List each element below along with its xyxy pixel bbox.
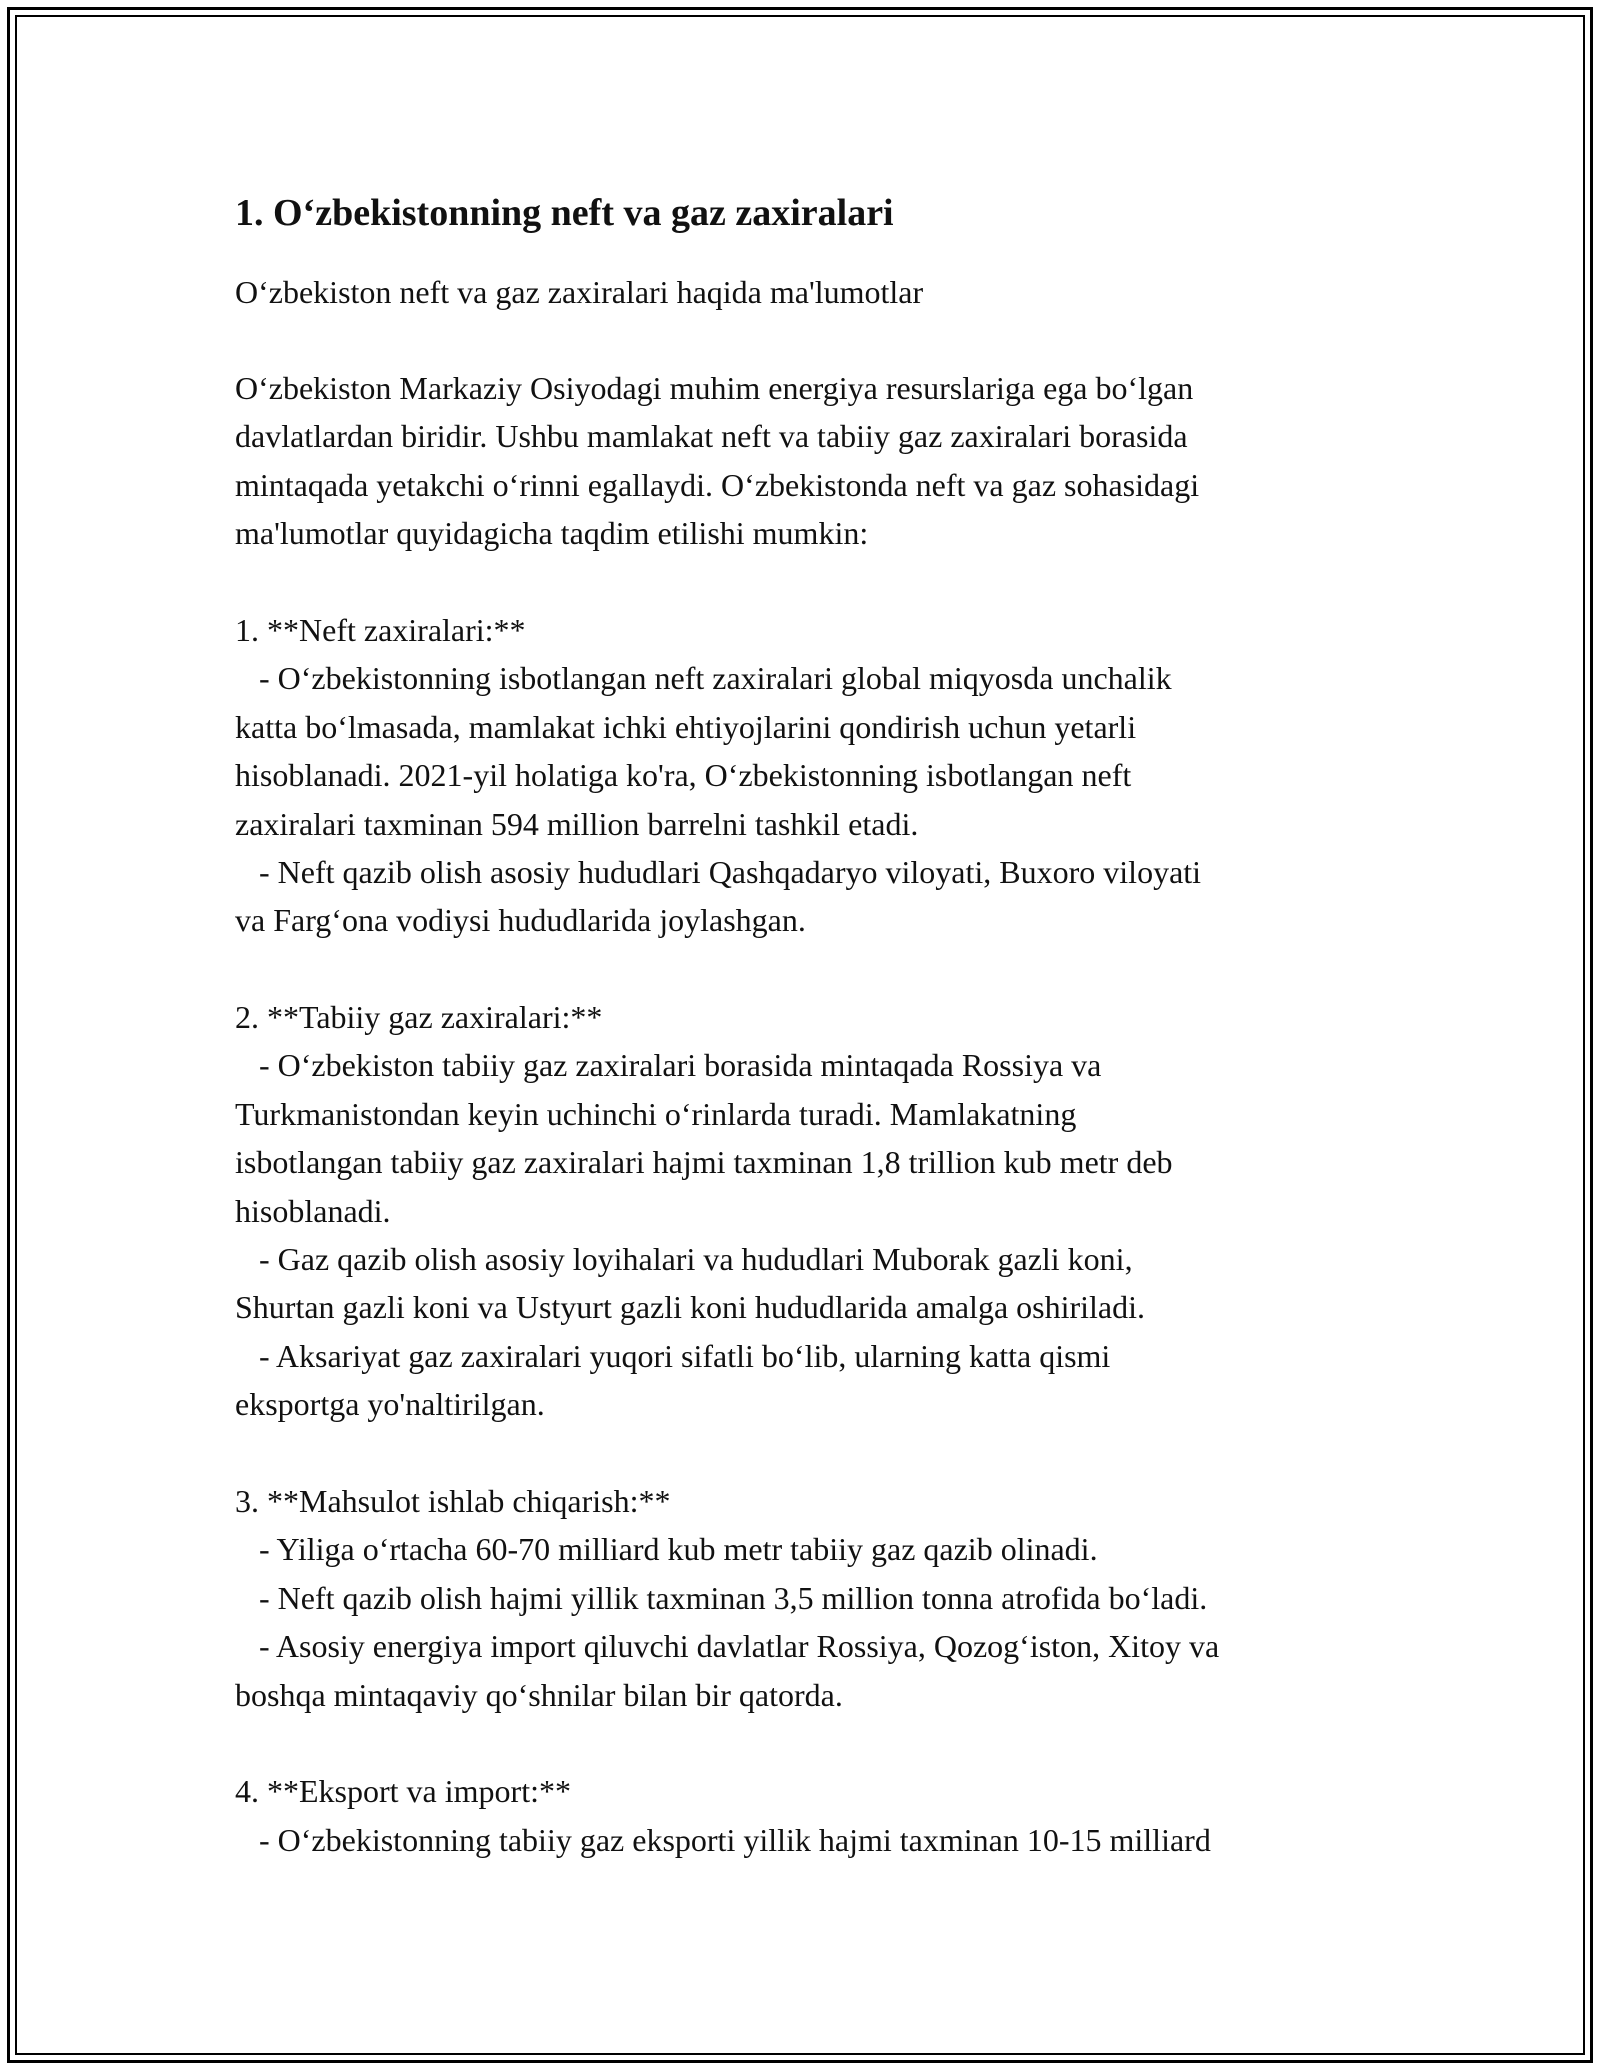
text-line: ma'lumotlar quyidagicha taqdim etilishi mumkin: — [235, 515, 869, 552]
text-line: - Neft qazib olish hajmi yillik taxminan 3,5 million tonna atrofida bo‘ladi. — [235, 1579, 1208, 1616]
text-line: katta bo‘lmasada, mamlakat ichki ehtiyojlarini qondirish uchun yetarli — [235, 708, 1137, 745]
blank-line — [235, 558, 1219, 606]
text-line: - Neft qazib olish asosiy hududlari Qashqadaryo viloyati, Buxoro viloyati — [235, 853, 1202, 890]
blank-line — [235, 1429, 1219, 1477]
text-line: isbotlangan tabiiy gaz zaxiralari hajmi taxminan 1,8 trillion kub metr deb — [235, 1144, 1173, 1181]
text-line: zaxiralari taxminan 594 million barrelni tashkil etadi. — [235, 805, 919, 842]
text-line: eksportga yo'naltirilgan. — [235, 1386, 545, 1423]
blank-line — [235, 1719, 1219, 1767]
document-subtitle: O‘zbekiston neft va gaz zaxiralari haqida ma'lumotlar — [235, 274, 924, 310]
text-line: - O‘zbekistonning tabiiy gaz eksporti yillik hajmi taxminan 10-15 milliard — [235, 1821, 1211, 1858]
text-line: - Yiliga o‘rtacha 60-70 milliard kub metr tabiiy gaz qazib olinadi. — [235, 1531, 1098, 1568]
text-line: Turkmanistondan keyin uchinchi o‘rinlarda turadi. Mamlakatning — [235, 1095, 1077, 1132]
text-line: boshqa mintaqaviy qo‘shnilar bilan bir qatorda. — [235, 1676, 843, 1713]
section-heading-neft: 1. **Neft zaxiralari:** — [235, 611, 526, 648]
text-line: mintaqada yetakchi o‘rinni egallaydi. O‘zbekistonda neft va gaz sohasidagi — [235, 466, 1200, 503]
text-line: hisoblanadi. 2021-yil holatiga ko'ra, O‘zbekistonning isbotlangan neft — [235, 757, 1132, 794]
text-line: davlatlardan biridir. Ushbu mamlakat neft va tabiiy gaz zaxiralari borasida — [235, 418, 1188, 455]
document-title: 1. O‘zbekistonning neft va gaz zaxiralari — [235, 192, 894, 234]
blank-line — [235, 945, 1219, 993]
text-line: hisoblanadi. — [235, 1192, 391, 1229]
text-line: - O‘zbekiston tabiiy gaz zaxiralari borasida mintaqada Rossiya va — [235, 1047, 1102, 1084]
text-line: - Aksariyat gaz zaxiralari yuqori sifatli bo‘lib, ularning katta qismi — [235, 1337, 1111, 1374]
text-line: Shurtan gazli koni va Ustyurt gazli koni hududlarida amalga oshiriladi. — [235, 1289, 1146, 1326]
section-heading-eksport: 4. **Eksport va import:** — [235, 1773, 571, 1810]
text-line: - Asosiy energiya import qiluvchi davlatlar Rossiya, Qozog‘iston, Xitoy va — [235, 1628, 1220, 1665]
section-heading-tabiiy-gaz: 2. **Tabiiy gaz zaxiralari:** — [235, 999, 603, 1036]
text-line: - Gaz qazib olish asosiy loyihalari va hududlari Muborak gazli koni, — [235, 1241, 1133, 1278]
text-line: - O‘zbekistonning isbotlangan neft zaxiralari global miqyosda unchalik — [235, 660, 1172, 697]
text-line: va Farg‘ona vodiysi hududlarida joylashgan. — [235, 902, 806, 939]
document-body — [235, 364, 1219, 1864]
text-line: O‘zbekiston Markaziy Osiyodagi muhim energiya resurslariga ega bo‘lgan — [235, 370, 1194, 406]
section-heading-mahsulot: 3. **Mahsulot ishlab chiqarish:** — [235, 1482, 671, 1519]
